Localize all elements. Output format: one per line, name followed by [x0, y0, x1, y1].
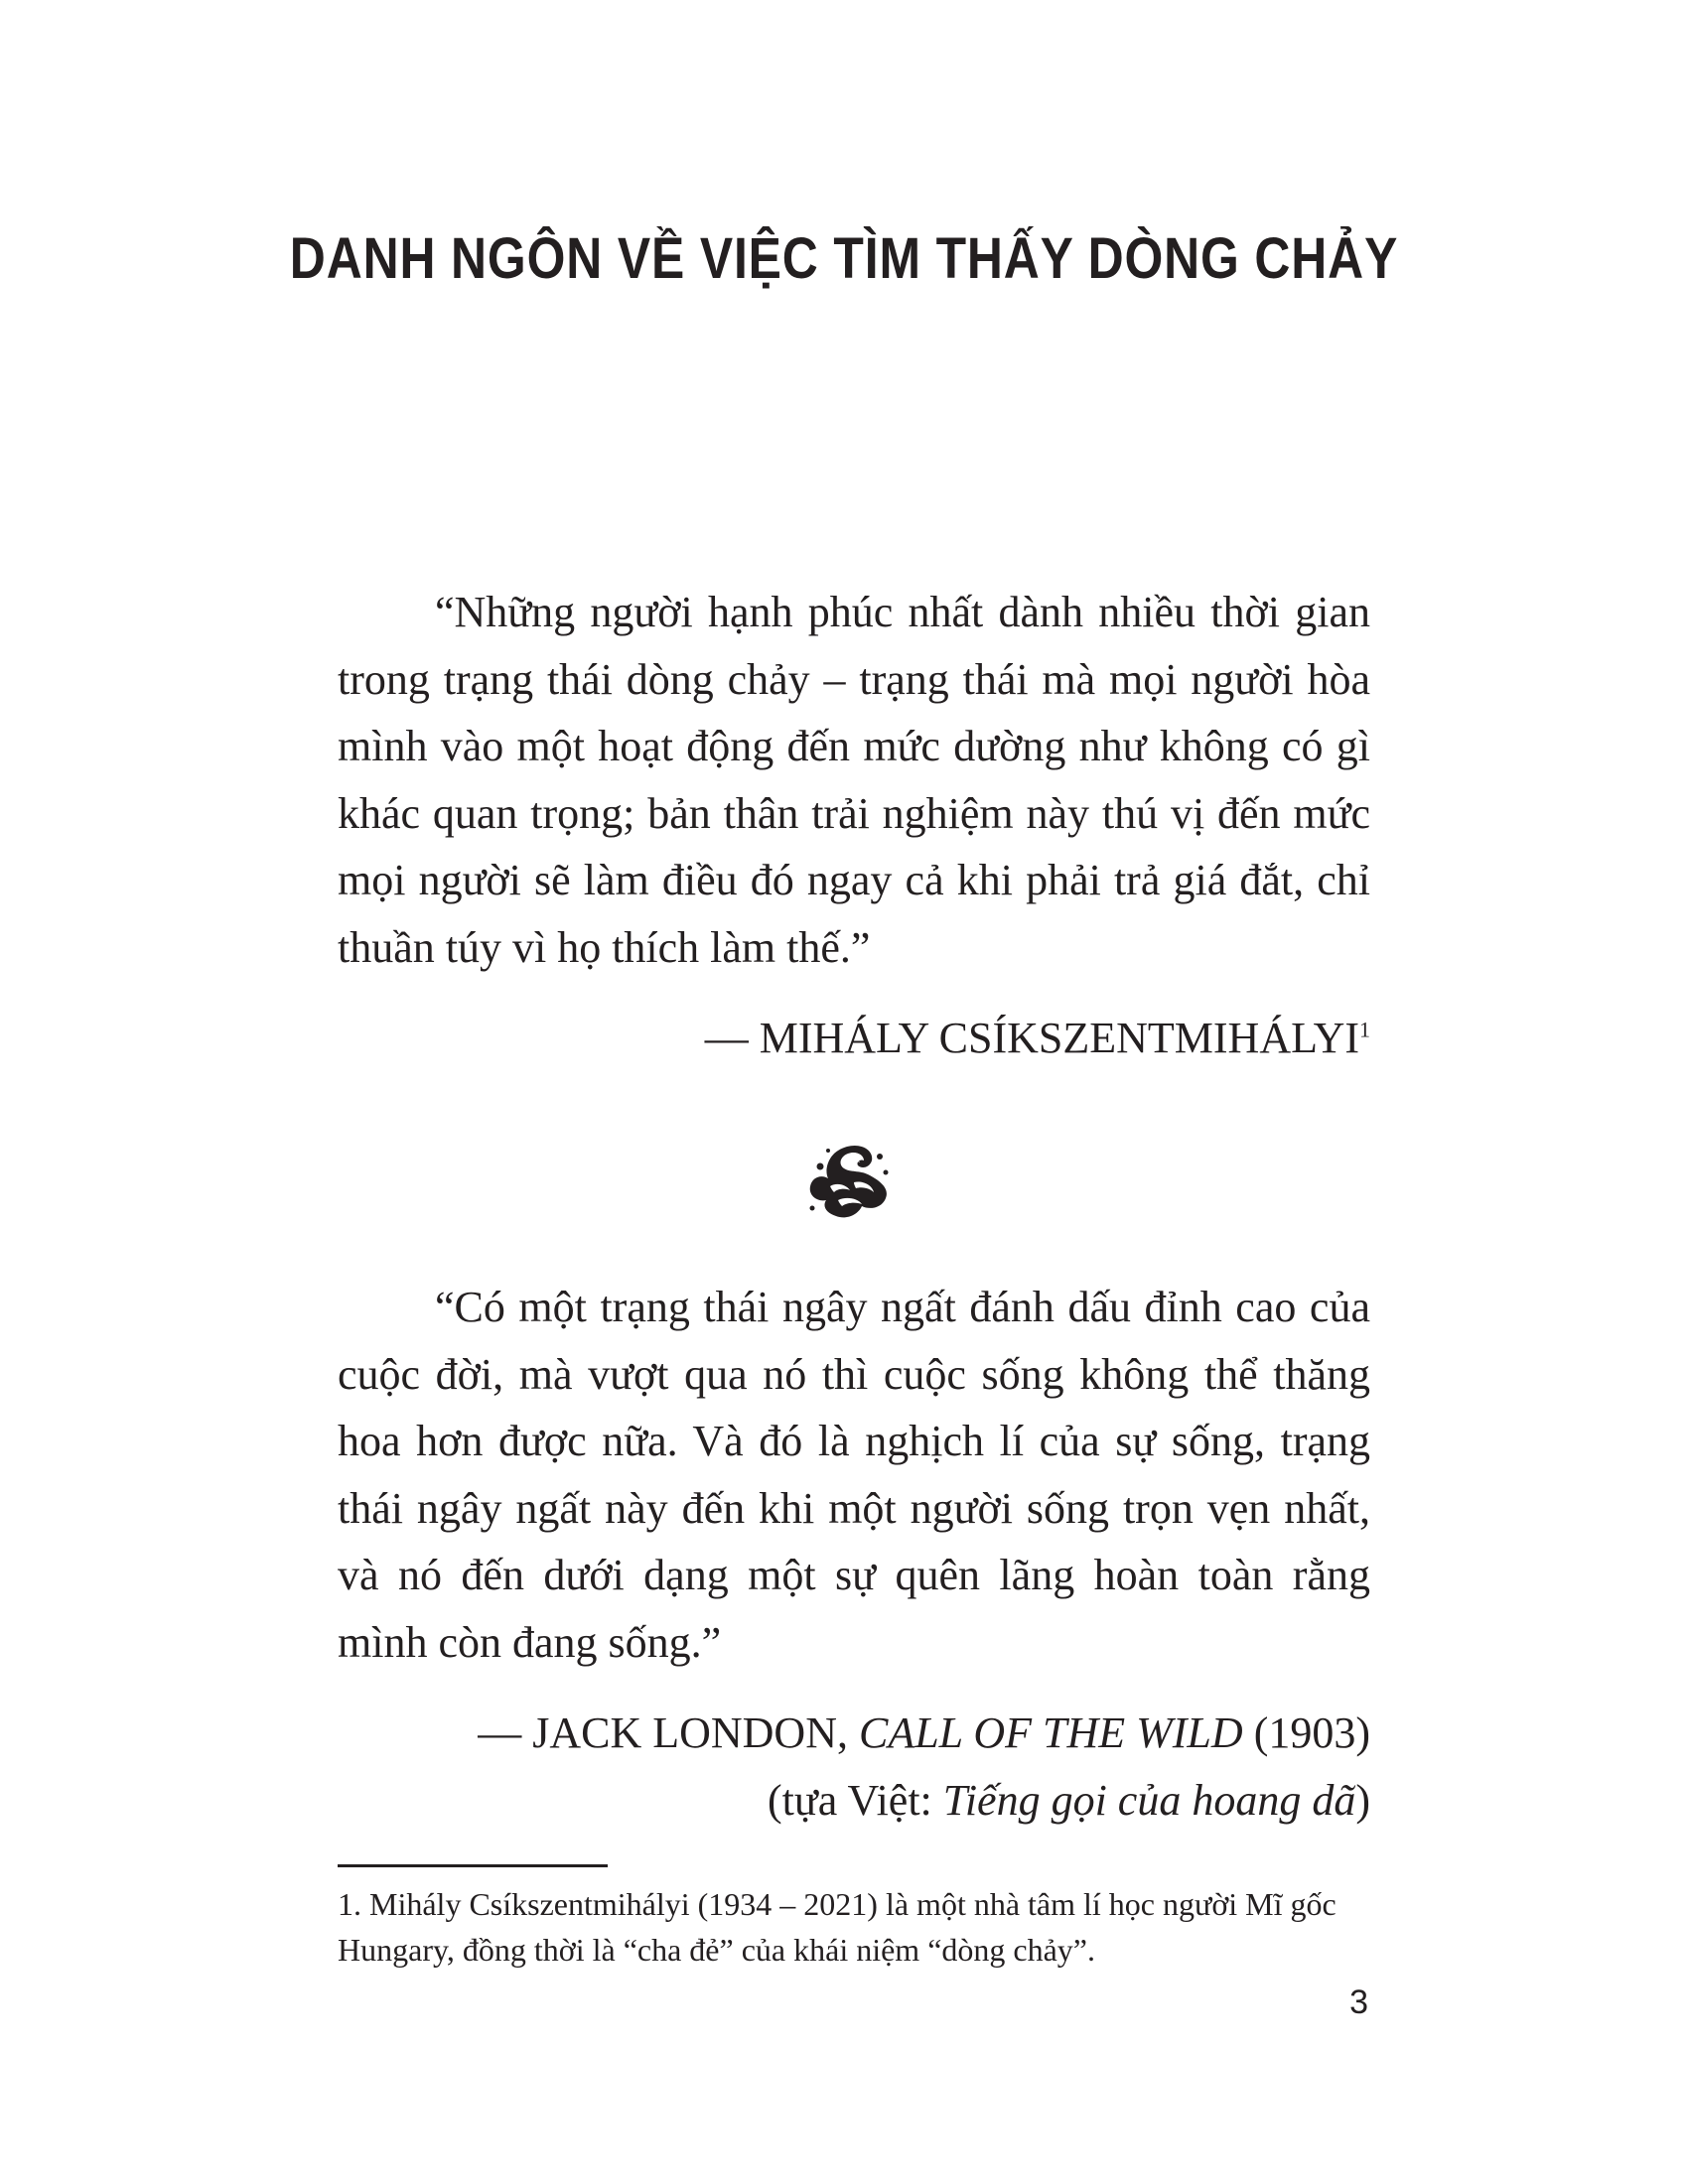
quote-attribution-2 — [478, 1700, 1370, 1834]
page-title: DANH NGÔN VỀ VIỆC TÌM THẤY DÒNG CHẢY — [289, 226, 1399, 291]
quote-text: “Những người hạnh phúc nhất dành nhiều thời gian trong trạng thái dòng chảy – trạng thái mà mọi người hòa mình vào một hoạt động đến mức dường như không có gì khác quan trọng; bản thân trải nghiệm này thú vị đến mức mọi người sẽ làm điều đó ngay cả khi phải trả giá đắt, chỉ thuần túy vì họ thích làm thế.” — [338, 588, 1370, 972]
footnote: 1. Mihály Csíkszentmihályi (1934 – 2021) là một nhà tâm lí học người Mĩ gốc Hungary, đồng thời là “cha đẻ” của khái niệm “dòng chảy”. — [338, 1886, 1336, 1968]
attribution-author: — JACK LONDON, — [478, 1708, 859, 1757]
page-number: 3 — [1349, 1983, 1368, 2021]
quote-block-2 — [338, 1274, 1370, 1676]
translation-title: Tiếng gọi của hoang dã — [942, 1775, 1356, 1825]
attribution-year: (1903) — [1242, 1708, 1370, 1757]
attribution-line — [478, 1700, 1370, 1767]
quote-text: “Có một trạng thái ngây ngất đánh dấu đỉnh cao của cuộc đời, mà vượt qua nó thì cuộc sống không thể thăng hoa hơn được nữa. Và đó là nghịch lí của sự sống, trạng thái ngây ngất này đến khi một người sống trọn vẹn nhất, và nó đến dưới dạng một sự quên lãng hoàn toàn rằng mình còn đang sống.” — [338, 1283, 1370, 1667]
attribution-name: — MIHÁLY CSÍKSZENTMIHÁLYI — [704, 1014, 1359, 1062]
swirl-ornament-icon — [800, 1137, 894, 1226]
translation-suffix: ) — [1355, 1775, 1370, 1825]
footnote-divider — [338, 1864, 608, 1867]
attribution-book-title: CALL OF THE WILD — [858, 1708, 1243, 1757]
quote-block-1 — [338, 579, 1370, 981]
footnote-reference[interactable]: 1 — [1359, 1017, 1370, 1042]
translation-line — [478, 1767, 1370, 1835]
translation-prefix: (tựa Việt: — [767, 1775, 943, 1825]
quote-attribution-1 — [705, 1005, 1370, 1072]
